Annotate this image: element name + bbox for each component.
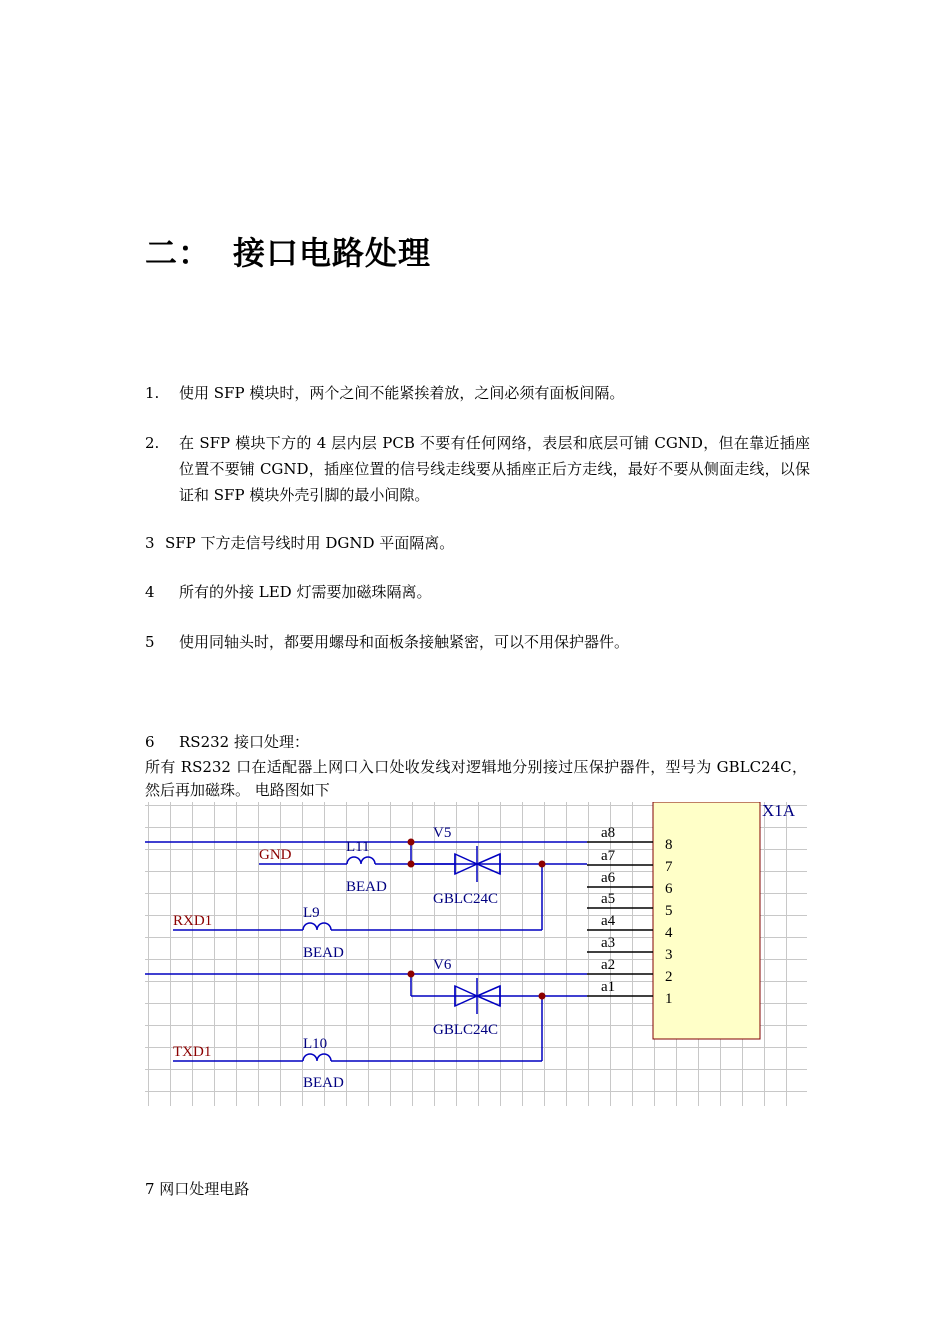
component-labels [303,825,498,1091]
l11-value: BEAD [346,879,387,895]
list-item-number: 5 [145,633,155,651]
net-label-txd: TXD1 [173,1044,212,1060]
list-item-text: 使用同轴头时，都要用螺母和面板条接触紧密，可以不用保护器件。 [179,633,630,651]
list-item-text: SFP 下方走信号线时用 DGND 平面隔离。 [165,534,455,552]
list-item-number: 4 [145,583,155,601]
list-item [145,729,810,755]
list-item-number: 6 [145,733,155,751]
net-label-rxd: RXD1 [173,913,213,929]
pin-number: 8 [665,837,673,853]
section-heading [145,228,431,274]
list-item [145,530,810,556]
section-number: 二： [145,234,212,272]
pin-label: a5 [601,891,616,907]
pin-number: 5 [665,903,673,919]
pin-label: a2 [601,957,616,973]
tvs-v6 [455,978,500,1014]
list-item [145,629,810,655]
l10-value: BEAD [303,1075,344,1091]
l9-value: BEAD [303,945,344,961]
bead-l9 [303,923,331,930]
l11-ref: L11 [346,839,370,855]
pin-number: 3 [665,947,673,963]
bead-l11 [347,857,375,864]
list-item-number: 3 [145,534,155,552]
pin-number: 7 [665,859,673,875]
list-item-text: 使用 SFP 模块时，两个之间不能紧挨着放，之间必须有面板间隔。 [179,384,625,402]
pin-number: 1 [665,991,673,1007]
bead-l10 [303,1054,331,1061]
l9-ref: L9 [303,905,320,921]
v6-ref: V6 [433,957,452,973]
pin-label: a3 [601,935,616,951]
pin-number: 6 [665,881,673,897]
list-item-number: 2. [145,434,160,452]
list-item-text: RS232 接口处理： [179,733,309,751]
section-7-title: 7 网口处理电路 [145,1180,250,1198]
v6-value: GBLC24C [433,1022,499,1038]
section-title: 接口电路处理 [233,234,432,272]
connector-ref: X1A [762,802,796,820]
pin-label: a6 [601,870,616,886]
body-paragraph: 所有 RS232 口在适配器上网口入口处收发线对逻辑地分别接过压保护器件，型号为 GBLC24C，然后再加磁珠。 电路图如下 [145,758,807,799]
v5-ref: V5 [433,825,452,841]
list-item-number: 1. [145,384,160,402]
rs232-schematic [145,802,807,1106]
pin-labels [601,825,616,995]
list-item [145,579,810,605]
pin-label: a1 [601,979,616,995]
connector-pins [587,842,653,996]
l10-ref: L10 [303,1036,328,1052]
net-label-gnd: GND [259,847,292,863]
pin-number: 2 [665,969,673,985]
pin-label: a4 [601,913,616,929]
list-item-text: 所有的外接 LED 灯需要加磁珠隔离。 [179,583,432,601]
list-item-text: 在 SFP 模块下方的 4 层内层 PCB 不要有任何网络，表层和底层可铺 CGND，但在靠近插座位置不要铺 CGND，插座位置的信号线走线要从插座正后方走线，最好不要从侧面走线，以保证和 SFP 模块外壳引脚的最小间隙。 [179,434,810,504]
list-item [145,380,810,406]
tvs-v5 [455,846,500,882]
pin-number: 4 [665,925,673,941]
list-item [145,430,810,508]
v5-value: GBLC24C [433,891,499,907]
pin-label: a8 [601,825,616,841]
pin-label: a7 [601,848,616,864]
wires [145,842,587,1061]
